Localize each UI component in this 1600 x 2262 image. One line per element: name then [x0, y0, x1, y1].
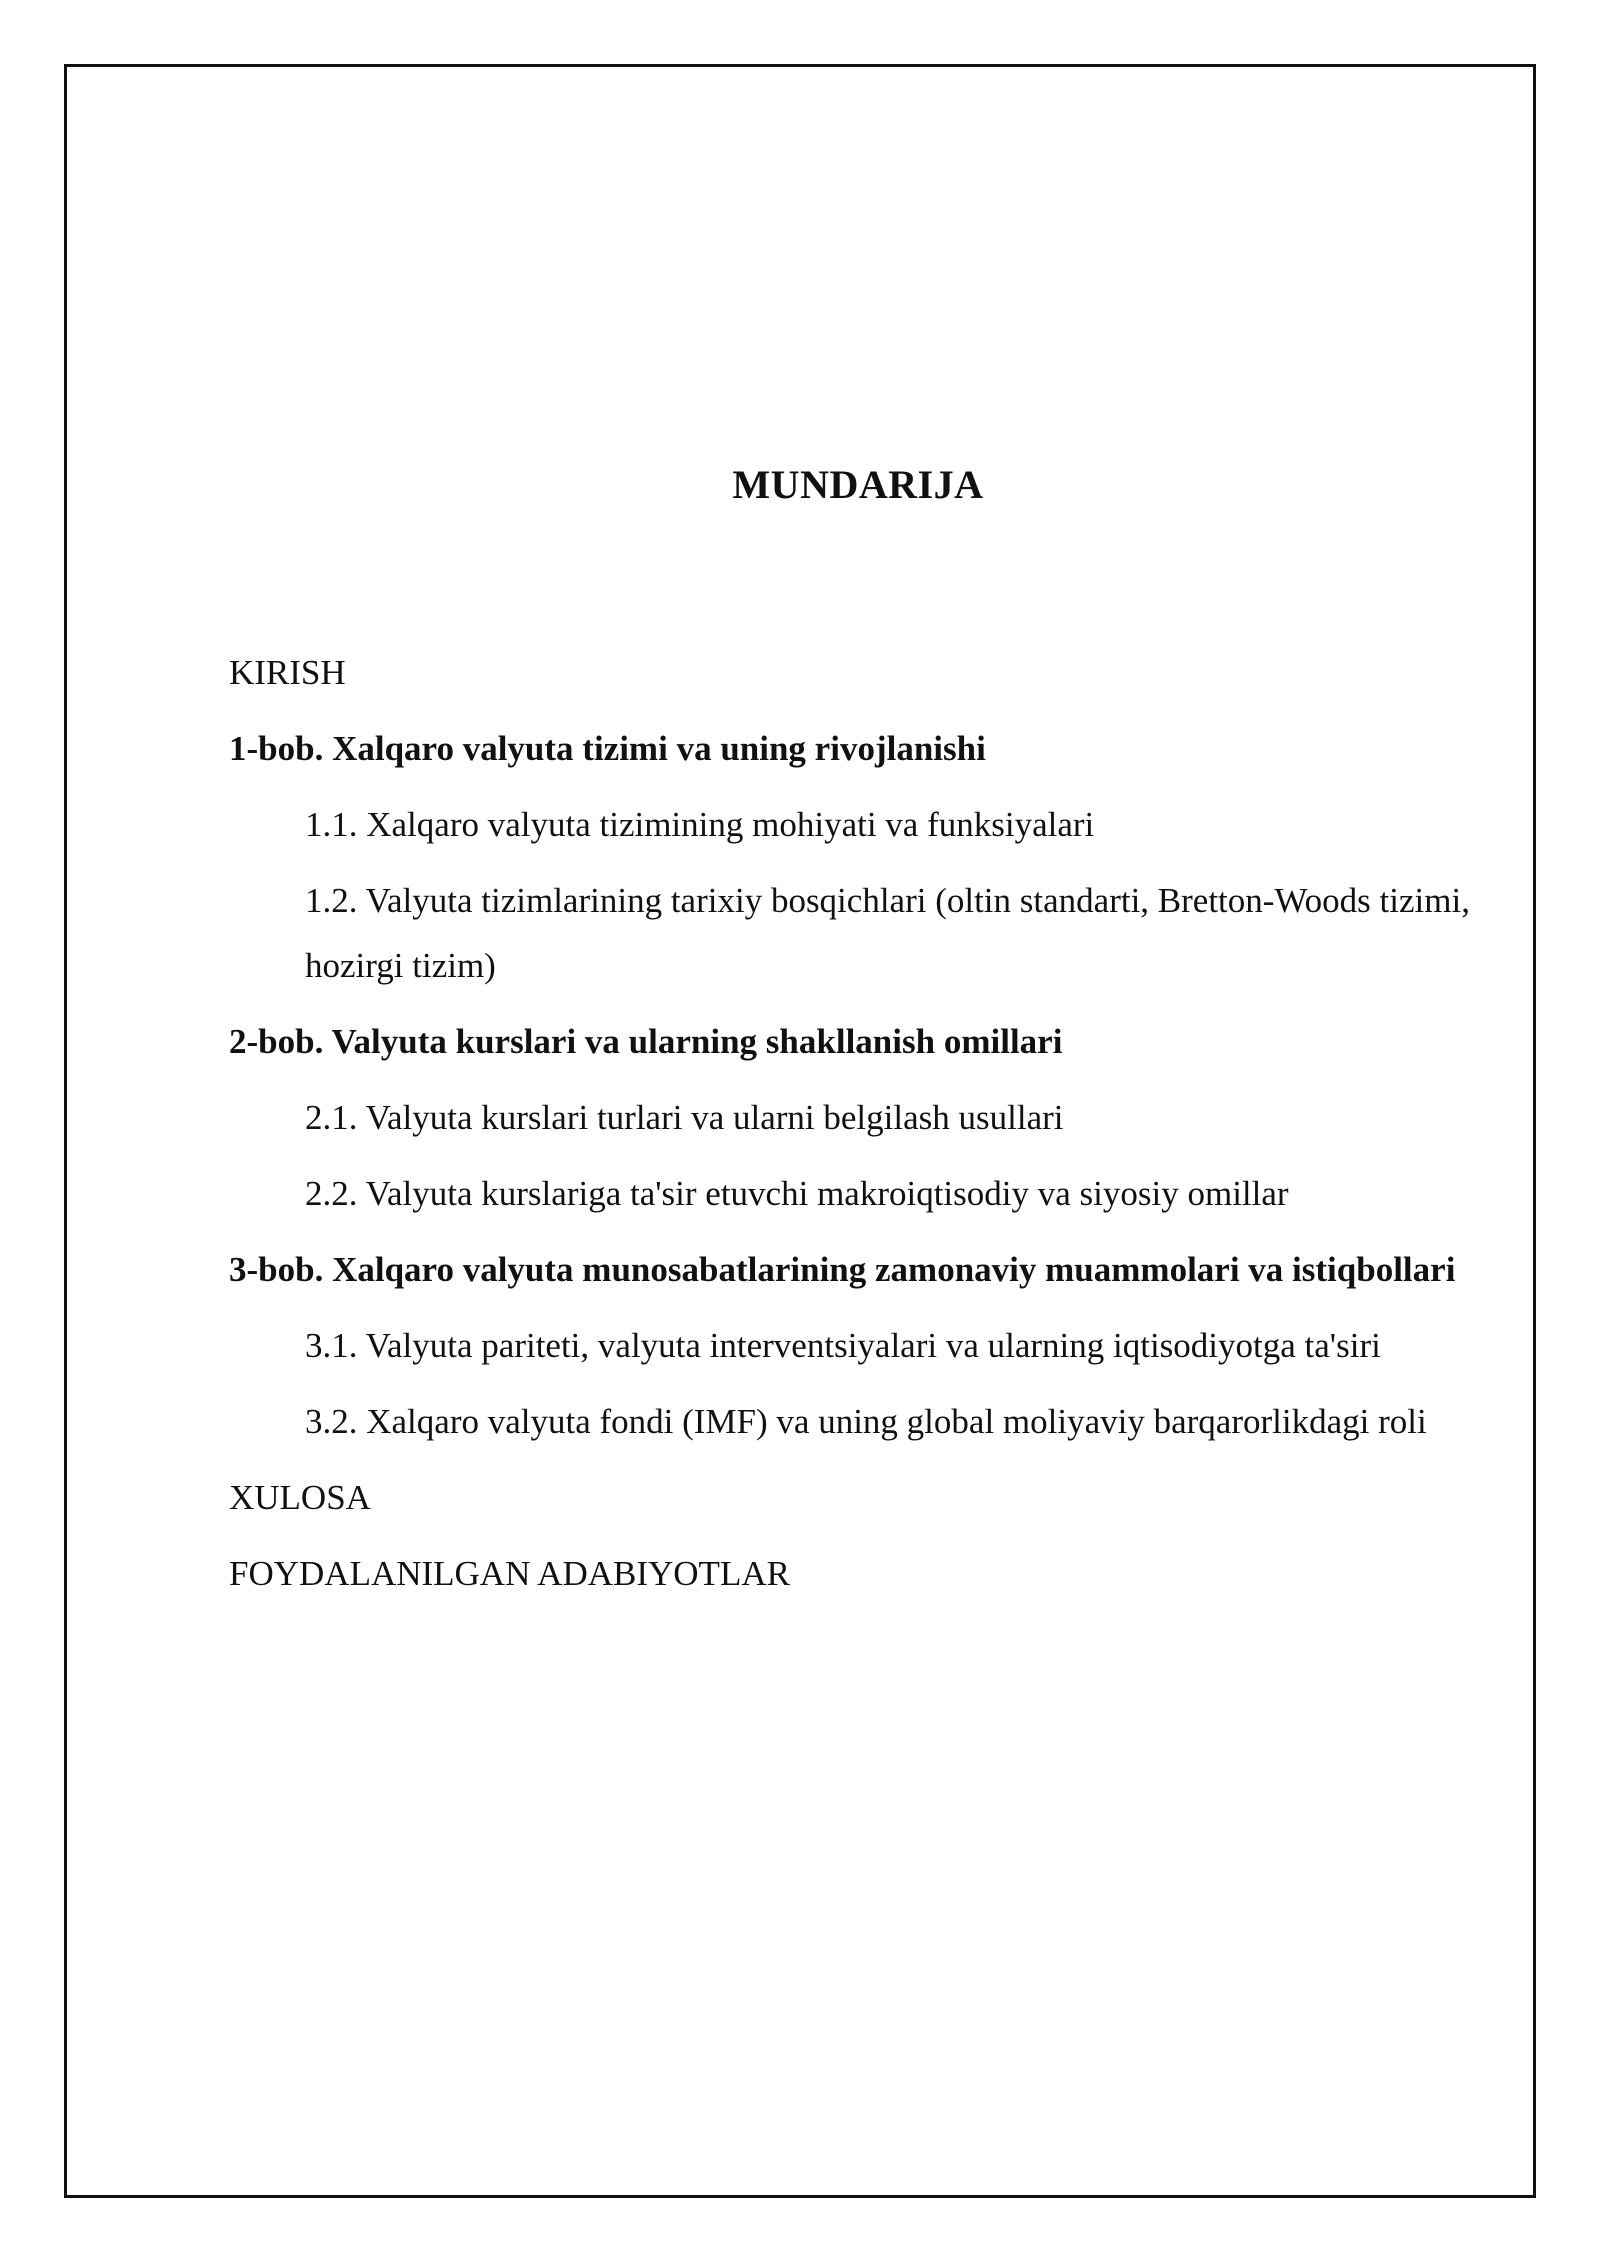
toc-section-1-2: 1.2. Valyuta tizimlarining tarixiy bosqichlari (oltin standarti, Bretton-Woods tizimi, hozirgi tizim): [305, 881, 1470, 985]
toc-section-3-2: 3.2. Xalqaro valyuta fondi (IMF) va uning global moliyaviy barqarorlikdagi roli: [305, 1402, 1427, 1441]
toc-item-references: FOYDALANILGAN ADABIYOTLAR: [229, 1554, 790, 1593]
toc-section-3-1: 3.1. Valyuta pariteti, valyuta interventsiyalari va ularning iqtisodiyotga ta'siri: [305, 1326, 1381, 1365]
toc-chapter-3: 3-bob. Xalqaro valyuta munosabatlarining zamonaviy muammolari va istiqbollari: [229, 1250, 1456, 1289]
table-of-contents: [229, 640, 1479, 1617]
toc-chapter-1: 1-bob. Xalqaro valyuta tizimi va uning rivojlanishi: [229, 729, 986, 768]
toc-chapter-2: 2-bob. Valyuta kurslari va ularning shakllanish omillari: [229, 1022, 1063, 1061]
toc-item-introduction: KIRISH: [229, 653, 346, 692]
toc-section-2-1: 2.1. Valyuta kurslari turlari va ularni belgilash usullari: [305, 1098, 1064, 1137]
toc-item-conclusion: XULOSA: [229, 1478, 371, 1517]
toc-section-1-1: 1.1. Xalqaro valyuta tizimining mohiyati va funksiyalari: [305, 805, 1095, 844]
page-title: MUNDARIJA: [732, 462, 984, 507]
toc-section-2-2: 2.2. Valyuta kurslariga ta'sir etuvchi makroiqtisodiy va siyosiy omillar: [305, 1174, 1289, 1213]
